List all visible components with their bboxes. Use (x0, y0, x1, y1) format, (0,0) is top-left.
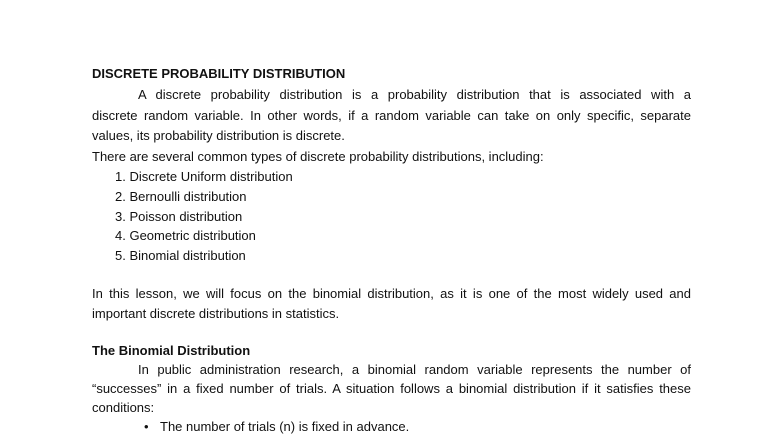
binomial-paragraph-line: conditions: (92, 400, 155, 415)
intro-paragraph-line: values, its probability distribution is discrete. (92, 128, 345, 143)
focus-paragraph-line: important discrete distributions in statistics. (92, 306, 340, 321)
binomial-paragraph-line: In public administration research, a binomial random variable represents the number of (138, 362, 691, 377)
types-intro: There are several common types of discrete probability distributions, including: (92, 149, 544, 164)
intro-paragraph-line: discrete random variable. In other words, if a random variable can take on only specific, separate (92, 108, 691, 123)
bullet-icon: • (144, 419, 149, 434)
intro-paragraph-line: A discrete probability distribution is a probability distribution that is associated with a (138, 87, 691, 102)
binomial-paragraph-line: “successes” in a fixed number of trials. A situation follows a binomial distribution if it satisfies these (92, 381, 691, 396)
list-item: 1. Discrete Uniform distribution (115, 169, 293, 184)
condition-item: The number of trials (n) is fixed in advance. (160, 419, 410, 434)
list-item: 3. Poisson distribution (115, 209, 243, 224)
list-item: 4. Geometric distribution (115, 228, 256, 243)
focus-paragraph-line: In this lesson, we will focus on the binomial distribution, as it is one of the most widely used and (92, 286, 691, 301)
list-item: 5. Binomial distribution (115, 248, 246, 263)
heading-discrete-probability-distribution: DISCRETE PROBABILITY DISTRIBUTION (92, 66, 346, 81)
list-item: 2. Bernoulli distribution (115, 189, 247, 204)
heading-binomial-distribution: The Binomial Distribution (92, 343, 251, 358)
